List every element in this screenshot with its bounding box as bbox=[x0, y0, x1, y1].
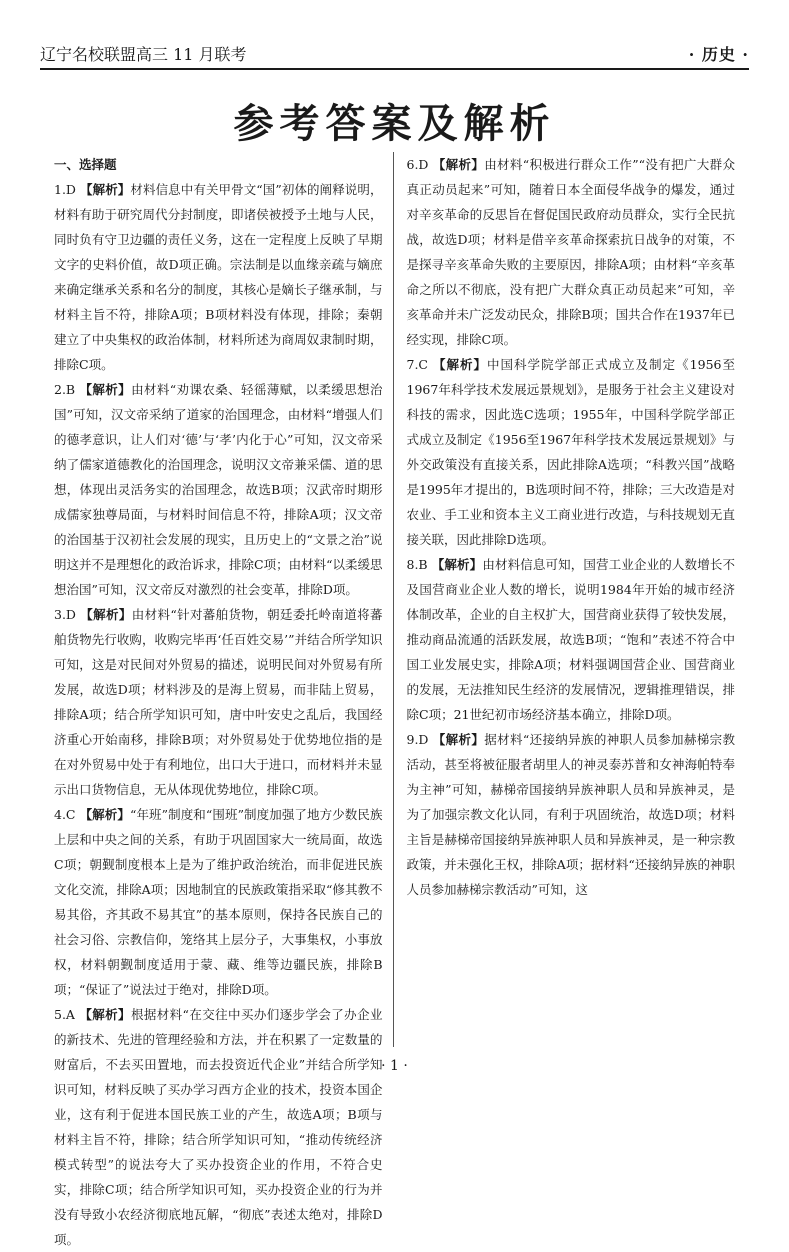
left-column bbox=[54, 152, 383, 1247]
answer-item: 2.B 【解析】由材料“劝课农桑、轻徭薄赋，以柔缓思想治国”可知，汉文帝采纳了道家的治国理念，由材料“增强人们的德孝意识，让人们对‘德’与‘孝’内化于心”可知，汉文帝采纳了儒家道德教化的治国理念，说明汉文帝兼采儒、道的思想，体现出灵活务实的治国理念，故选B项；汉武帝时期形成儒家独尊局面，与材料时间信息不符，排除A项；汉文帝的治国基于汉初社会发展的现实，且历史上的“文景之治”说明这并不是理想化的政治诉求，排除C项；由材料“以柔缓思想治国”可知，汉文帝反对激烈的社会变革，排除D项。 bbox=[54, 382, 383, 597]
exam-name: 辽宁名校联盟高三 11 月联考 bbox=[40, 44, 247, 64]
page-title: 参考答案及解析 bbox=[233, 101, 556, 147]
column-divider bbox=[393, 152, 394, 1047]
subject-label: · 历史 · bbox=[688, 44, 749, 64]
right-column bbox=[407, 152, 736, 1047]
answer-item: 1.D 【解析】材料信息中有关甲骨文“国”初体的阐释说明，材料有助于研究周代分封制度，即诸侯被授予土地与人民，同时负有守卫边疆的责任义务，这在一定程度上反映了早期文字的史料价值，故D项正确。宗法制是以血缘亲疏与嫡庶来确定继承关系和名分的制度，其核心是嫡长子继承制，与材料主旨不符，排除A项；B项材料没有体现，排除；秦朝建立了中央集权的政治体制，材料所述为商周奴隶制时期，排除C项。 bbox=[54, 182, 383, 372]
answer-item: 8.B 【解析】由材料信息可知，国营工业企业的人数增长不及国营商业企业人数的增长，说明1984年开始的城市经济体制改革，企业的自主权扩大，国营商业获得了较快发展，推动商品流通的活跃发展，故选B项；“饱和”表述不符合中国工业发展史实，排除A项；材料强调国营企业、国营商业的发展，无法推知民生经济的发展情况，逻辑推理错误，排除C项；21世纪初市场经济基本确立，排除D项。 bbox=[406, 557, 735, 722]
answer-item: 6.D 【解析】由材料“积极进行群众工作”“没有把广大群众真正动员起来”可知，随着日本全面侵华战争的爆发，通过对辛亥革命的反思旨在督促国民政府动员群众，实行全民抗战，故选D项；材料是借辛亥革命探索抗日战争的对策，不是探寻辛亥革命失败的主要原因，排除A项；由材料“辛亥革命之所以不彻底，没有把广大群众真正动员起来”可知，辛亥革命并未广泛发动民众，排除B项；国共合作在1937年已经实现，排除C项。 bbox=[406, 157, 735, 347]
page-header bbox=[40, 38, 749, 70]
answer-item: 4.C 【解析】“年班”制度和“围班”制度加强了地方少数民族上层和中央之间的关系，有助于巩固国家大一统局面，故选C项；朝觐制度根本上是为了维护政治统治，而非促进民族文化交流，排除A项；因地制宜的民族政策指采取“修其教不易其俗，齐其政不易其宜”的基本原则，保持各民族自己的社会习俗、宗教信仰，笼络其上层分子，大事集权，小事放权，材料朝觐制度适用于蒙、藏、维等边疆民族，排除B项；“保证了”说法过于绝对，排除D项。 bbox=[54, 807, 383, 997]
answer-item: 7.C 【解析】中国科学院学部正式成立及制定《1956至1967年科学技术发展远景规划》，是服务于社会主义建设对科技的需求，因此选C选项；1955年，中国科学院学部正式成立及制定《1956至1967年科学技术发展远景规划》与外交政策没有直接关系，因此排除A选项；“科教兴国”战略是1995年才提出的，B选项时间不符，排除；三大改造是对农业、手工业和资本主义工商业进行改造，与科技规划无直接关联，因此排除D选项。 bbox=[406, 357, 735, 547]
section-heading: 一、选择题 bbox=[54, 157, 117, 172]
answer-item: 5.A 【解析】根据材料“在交往中买办们逐步学会了办企业的新技术、先进的管理经验和方法，并在积累了一定数量的财富后，不去买田置地，而去投资近代企业”并结合所学知识可知，材料反映了买办学习西方企业的技术，投资本国企业，这有利于促进本国民族工业的产生，故选A项；B项与材料主旨不符，排除；结合所学知识可知，“推动传统经济模式转型”的说法夸大了买办投资企业的作用，不符合史实，排除C项；结合所学知识可知，买办投资企业的行为并没有导致小农经济彻底地瓦解，“彻底”表述太绝对，排除D项。 bbox=[54, 1007, 383, 1247]
answer-item: 3.D 【解析】由材料“针对蕃舶货物，朝廷委托岭南道将蕃舶货物先行收购，收购完毕再‘任百姓交易’”并结合所学知识可知，这是对民间对外贸易的描述，说明民间对外贸易有所发展，故选D项；材料涉及的是海上贸易，而非陆上贸易，排除A项；结合所学知识可知，唐中叶安史之乱后，我国经济重心开始南移，排除B项；对外贸易处于优势地位指的是在对外贸易中处于有利地位，出口大于进口，而材料并未显示出口货物信息，无从体现优势地位，排除C项。 bbox=[54, 607, 383, 797]
answer-item: 9.D 【解析】据材料“还接纳异族的神职人员参加赫梯宗教活动，甚至将被征服者胡里人的神灵泰苏普和女神海帕特奉为主神”可知，赫梯帝国接纳异族神职人员和异族神灵，是为了加强宗教文化认同，有利于巩固统治，故选D项；材料主旨是赫梯帝国接纳异族神职人员和异族神灵，是一种宗教政策，并未强化王权，排除A项；据材料“还接纳异族的神职人员参加赫梯宗教活动”可知，这 bbox=[406, 732, 735, 897]
page-number: · 1 · bbox=[381, 1058, 408, 1074]
answer-columns bbox=[54, 152, 735, 1247]
